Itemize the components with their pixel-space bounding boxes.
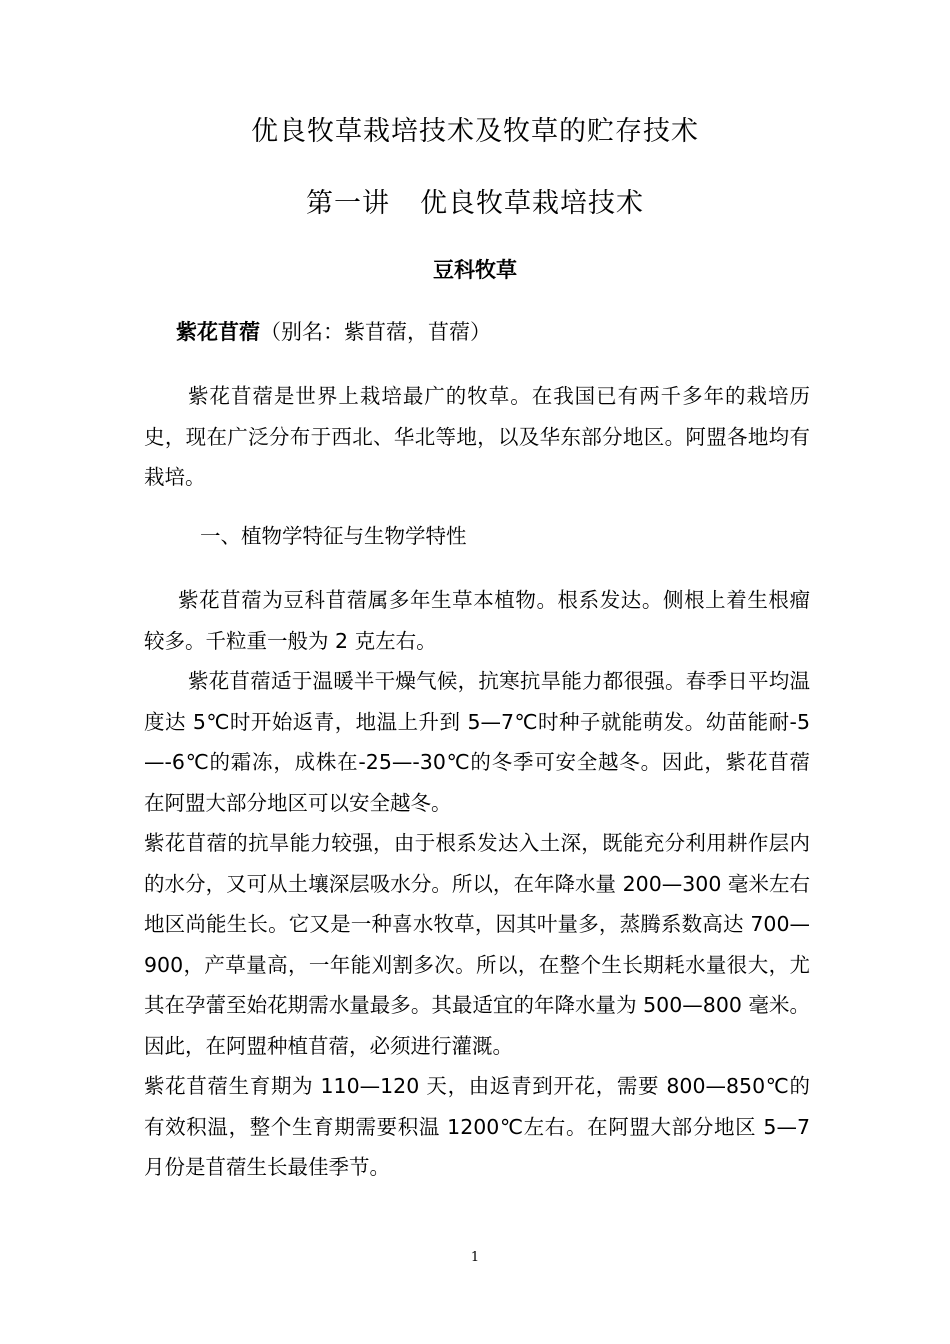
- lecture-title: [0, 186, 950, 222]
- paragraph: 紫花苜蓿适于温暖半干燥气候，抗寒抗旱能力都很强。春季日平均温度达 5℃时开始返青，地温上升到 5—7℃时种子就能萌发。幼苗能耐-5—-6℃的霜冻，成株在-25—-30℃的冬季可安全越冬。因此，紫花苜蓿在阿盟大部分地区可以安全越冬。: [144, 669, 810, 815]
- lecture-number: 第一讲: [306, 188, 390, 219]
- section-heading: 豆科牧草: [433, 258, 517, 282]
- lecture-topic: 优良牧草栽培技术: [420, 188, 644, 219]
- intro-paragraph: 紫花苜蓿是世界上栽培最广的牧草。在我国已有两千多年的栽培历史，现在广泛分布于西北、华北等地，以及华东部分地区。阿盟各地均有栽培。: [144, 384, 810, 489]
- paragraph: 紫花苜蓿生育期为 110—120 天，由返青到开花，需要 800—850℃的有效积温，整个生育期需要积温 1200℃左右。在阿盟大部分地区 5—7 月份是苜蓿生长最佳季节。: [144, 1074, 810, 1179]
- page-number: 1: [470, 1250, 480, 1265]
- paragraph: 紫花苜蓿为豆科苜蓿属多年生草本植物。根系发达。侧根上着生根瘤较多。千粒重一般为 2 克左右。: [144, 588, 810, 653]
- document-title: 优良牧草栽培技术及牧草的贮存技术: [251, 116, 699, 147]
- paragraph: 紫花苜蓿的抗旱能力较强，由于根系发达入土深，既能充分利用耕作层内的水分，又可从土壤深层吸水分。所以，在年降水量 200—300 毫米左右地区尚能生长。它又是一种喜水牧草，因其叶量多，蒸腾系数高达 700—900，产草量高，一年能刈割多次。所以，在整个生长期耗水量很大，尤其在孕蕾至始花期需水量最多。其最适宜的年降水量为 500—800 毫米。因此，在阿盟种植苜蓿，必须进行灌溉。: [144, 831, 810, 1058]
- body-text: [144, 580, 810, 1188]
- plant-alias: （别名：紫苜蓿，苜蓿）: [260, 320, 491, 344]
- plant-heading: [176, 316, 491, 348]
- plant-name: 紫花苜蓿: [176, 320, 260, 344]
- subheading-characteristics: 一、植物学特征与生物学特性: [200, 524, 467, 548]
